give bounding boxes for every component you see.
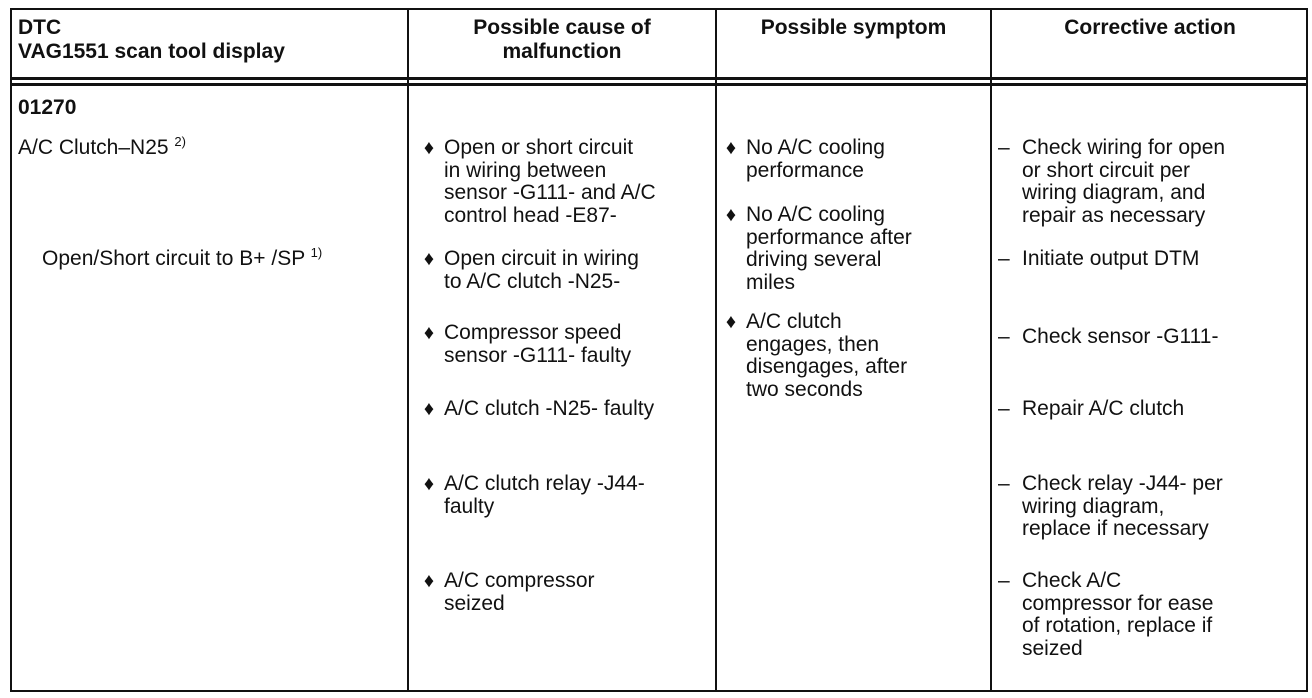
symptom-item-text: disengages, after bbox=[746, 355, 908, 378]
cause-item-marker: ♦ bbox=[423, 248, 435, 270]
header-dtc-line1: DTC bbox=[18, 16, 62, 39]
action-item-text: Check A/C bbox=[1022, 569, 1122, 592]
action-item-text: wiring diagram, bbox=[1022, 494, 1165, 518]
cause-item-text: to A/C clutch -N25- bbox=[444, 269, 621, 293]
header-dtc-line2: VAG1551 scan tool display bbox=[18, 40, 285, 63]
action-item-text: or short circuit per bbox=[1022, 158, 1191, 182]
symptom-item-text: A/C clutch bbox=[746, 310, 842, 333]
cause-item-text: sensor -G111- and A/C bbox=[444, 181, 656, 204]
fault-type-text: Open/Short circuit to B+ /SP bbox=[42, 247, 305, 270]
action-item-text: Initiate output DTM bbox=[1022, 247, 1200, 270]
cause-item-text: Open or short circuit bbox=[444, 136, 634, 159]
column-divider-3 bbox=[990, 8, 992, 692]
symptom-item-text: No A/C cooling bbox=[746, 203, 885, 226]
component-name-text: A/C Clutch–N25 bbox=[18, 136, 169, 159]
cause-item-text: Open circuit in wiring bbox=[444, 247, 639, 270]
cause-item-text: A/C clutch -N25- faulty bbox=[444, 397, 655, 420]
fault-type-footnote: 1) bbox=[310, 245, 323, 260]
cause-item-text: A/C clutch relay -J44- bbox=[444, 472, 645, 495]
action-item-marker: – bbox=[998, 325, 1010, 348]
header-cause-line2: malfunction bbox=[502, 40, 622, 63]
action-item-marker: – bbox=[998, 569, 1010, 592]
column-divider-1 bbox=[407, 8, 409, 692]
action-item-text: of rotation, replace if bbox=[1022, 614, 1213, 637]
symptom-item-text: driving several bbox=[746, 248, 882, 271]
action-item-marker: – bbox=[998, 397, 1010, 420]
symptom-item-text: No A/C cooling bbox=[746, 136, 885, 159]
symptom-item-marker: ♦ bbox=[725, 204, 737, 226]
cause-item-marker: ♦ bbox=[423, 322, 435, 344]
column-divider-2 bbox=[715, 8, 717, 692]
cause-item-marker: ♦ bbox=[423, 570, 435, 592]
header-action bbox=[992, 16, 1308, 40]
fault-type bbox=[42, 245, 323, 271]
cause-item-marker: ♦ bbox=[423, 137, 435, 159]
header-cause-line1: Possible cause of bbox=[473, 16, 651, 39]
header-symptom-text: Possible symptom bbox=[760, 16, 947, 39]
cause-item-text: in wiring between bbox=[444, 158, 607, 182]
action-item-text: Check sensor -G111- bbox=[1022, 325, 1219, 348]
cause-item-marker: ♦ bbox=[423, 473, 435, 495]
component-name bbox=[18, 134, 186, 160]
cause-item-text: faulty bbox=[444, 494, 495, 518]
action-item-text: repair as necessary bbox=[1022, 203, 1206, 227]
header-divider-double bbox=[10, 83, 1308, 86]
action-item-text: seized bbox=[1022, 636, 1083, 660]
cause-item-text: A/C compressor bbox=[444, 569, 595, 592]
header-action-text: Corrective action bbox=[1064, 16, 1236, 39]
dtc-code: 01270 bbox=[18, 96, 77, 119]
header-cause bbox=[409, 16, 715, 64]
component-footnote: 2) bbox=[174, 134, 186, 149]
symptom-item-marker: ♦ bbox=[725, 311, 737, 333]
action-item-text: compressor for ease bbox=[1022, 591, 1214, 615]
action-item-text: Check relay -J44- per bbox=[1022, 472, 1223, 495]
action-item-marker: – bbox=[998, 136, 1010, 159]
action-item-text: Repair A/C clutch bbox=[1022, 397, 1185, 420]
symptom-item-marker: ♦ bbox=[725, 137, 737, 159]
header-symptom bbox=[717, 16, 990, 40]
cause-item-marker: ♦ bbox=[423, 398, 435, 420]
symptom-item-text: miles bbox=[746, 270, 796, 294]
cause-item-text: Compressor speed bbox=[444, 321, 622, 344]
action-item-marker: – bbox=[998, 247, 1010, 270]
dtc-table bbox=[10, 8, 1308, 692]
action-item-text: Check wiring for open bbox=[1022, 136, 1226, 159]
cause-item-text: seized bbox=[444, 591, 505, 615]
cause-item-text: sensor -G111- faulty bbox=[444, 343, 632, 367]
action-item-text: replace if necessary bbox=[1022, 517, 1209, 540]
action-item-marker: – bbox=[998, 472, 1010, 495]
header-divider bbox=[10, 77, 1308, 80]
header-dtc bbox=[18, 16, 403, 64]
symptom-item-text: engages, then bbox=[746, 332, 880, 356]
cause-item-text: control head -E87- bbox=[444, 203, 617, 227]
action-item-text: wiring diagram, and bbox=[1022, 181, 1206, 204]
symptom-item-text: two seconds bbox=[746, 377, 863, 401]
symptom-item-text: performance bbox=[746, 158, 864, 182]
symptom-item-text: performance after bbox=[746, 225, 912, 249]
